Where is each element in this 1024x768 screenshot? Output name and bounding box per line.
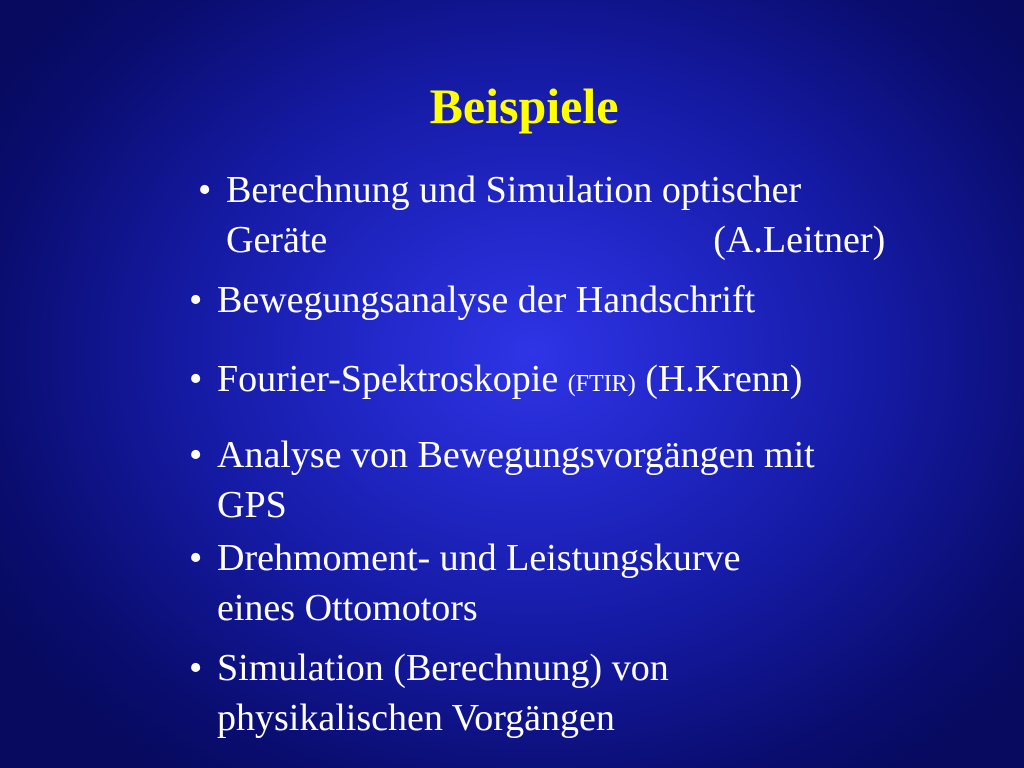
author-label: (A.Leitner) [713,219,886,261]
abbreviation-label: (FTIR) [567,371,636,397]
list-item-text: physikalischen Vorgängen [217,697,615,739]
list-item-gps [189,430,815,530]
bullet: • [189,537,203,579]
list-item-text-line2 [226,215,885,265]
bullet: • [189,279,203,321]
list-item-text: eines Ottomotors [217,587,478,629]
bullet: • [189,647,203,689]
author-label: (H.Krenn) [645,358,803,400]
list-item-text-line [217,354,802,409]
bullet: • [189,434,203,476]
list-item-text: Berechnung und Simulation optischer [226,169,802,211]
list-item-simulation [189,643,669,743]
list-item-optics [198,165,885,265]
list-item-text: Fourier-Spektroskopie [217,358,559,400]
list-item-text: Geräte [226,219,328,261]
list-item-text: Drehmoment- und Leistungskurve [217,537,741,579]
list-item-handwriting [189,275,755,325]
list-item-text: Bewegungsanalyse der Handschrift [217,279,756,321]
slide-title: Beispiele [429,78,619,134]
list-item-engine [189,533,740,633]
list-item-text: Simulation (Berechnung) von [217,647,669,689]
list-item-text: GPS [217,484,287,526]
bullet: • [189,358,203,400]
bullet: • [198,169,212,211]
list-item-text: Analyse von Bewegungsvorgängen mit [217,434,815,476]
list-item-ftir [189,354,802,409]
